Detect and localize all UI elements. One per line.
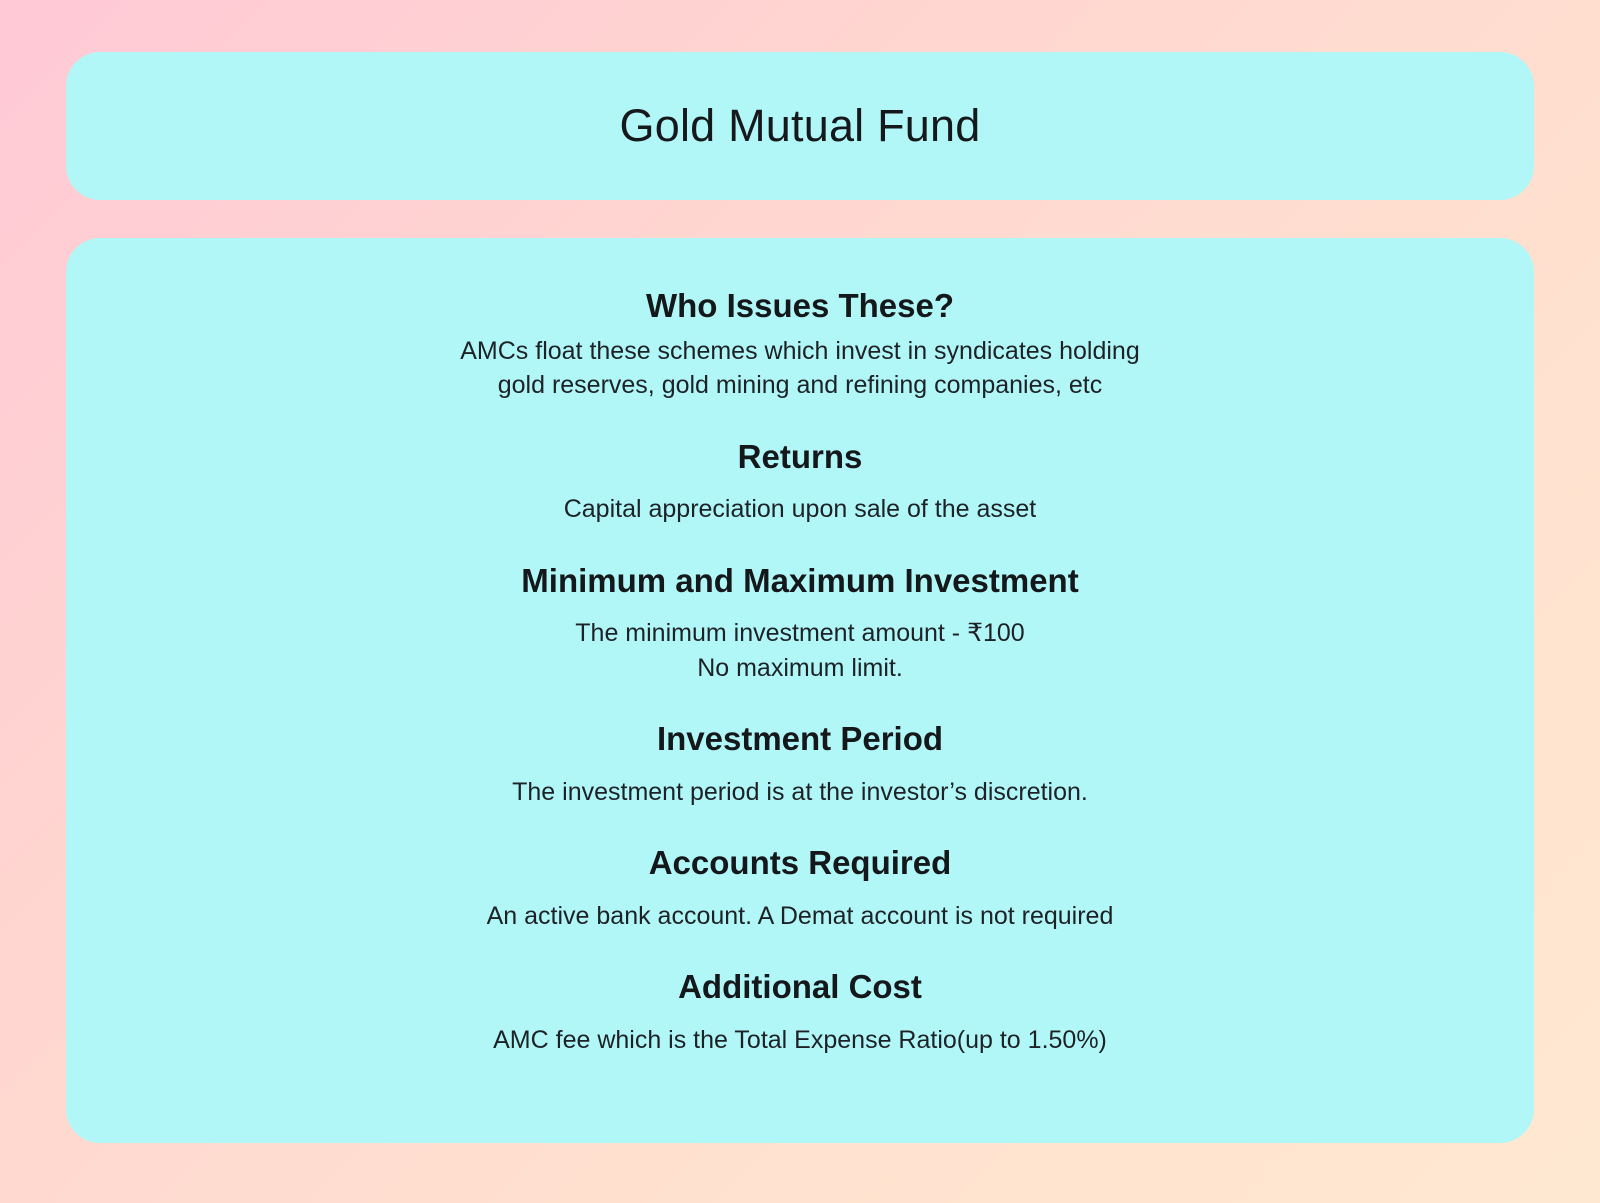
section-body-line: The minimum investment amount - ₹100 bbox=[575, 619, 1025, 648]
section-heading: Who Issues These? bbox=[645, 287, 955, 324]
section-body bbox=[126, 775, 1474, 810]
section-heading: Minimum and Maximum Investment bbox=[521, 561, 1079, 599]
section-body-line: The investment period is at the investor’s discretion. bbox=[512, 777, 1088, 806]
section-heading: Additional Cost bbox=[678, 968, 922, 1006]
section-additional-cost bbox=[126, 967, 1474, 1057]
section-returns bbox=[126, 437, 1474, 527]
section-heading: Accounts Required bbox=[648, 844, 952, 882]
section-body-line: gold reserves, gold mining and refining companies, etc bbox=[497, 371, 1103, 400]
section-minimum-and-maximum-investment bbox=[126, 561, 1474, 686]
section-body bbox=[126, 899, 1474, 934]
page-title: Gold Mutual Fund bbox=[619, 100, 981, 151]
section-body-line: No maximum limit. bbox=[697, 653, 903, 682]
section-heading: Investment Period bbox=[656, 720, 944, 758]
section-heading: Returns bbox=[737, 437, 863, 475]
section-body bbox=[126, 1023, 1474, 1058]
title-card bbox=[66, 52, 1534, 200]
content-card bbox=[66, 238, 1534, 1143]
section-body bbox=[126, 492, 1474, 527]
section-who-issues-these bbox=[126, 286, 1474, 403]
section-body bbox=[126, 616, 1474, 685]
section-body-line: AMCs float these schemes which invest in syndicates holding bbox=[460, 336, 1140, 365]
section-investment-period bbox=[126, 719, 1474, 809]
section-body bbox=[126, 334, 1474, 403]
section-body-line: An active bank account. A Demat account is not required bbox=[486, 901, 1114, 930]
section-body-line: Capital appreciation upon sale of the asset bbox=[563, 495, 1037, 524]
section-body-line: AMC fee which is the Total Expense Ratio(up to 1.50%) bbox=[493, 1026, 1107, 1055]
section-accounts-required bbox=[126, 843, 1474, 933]
